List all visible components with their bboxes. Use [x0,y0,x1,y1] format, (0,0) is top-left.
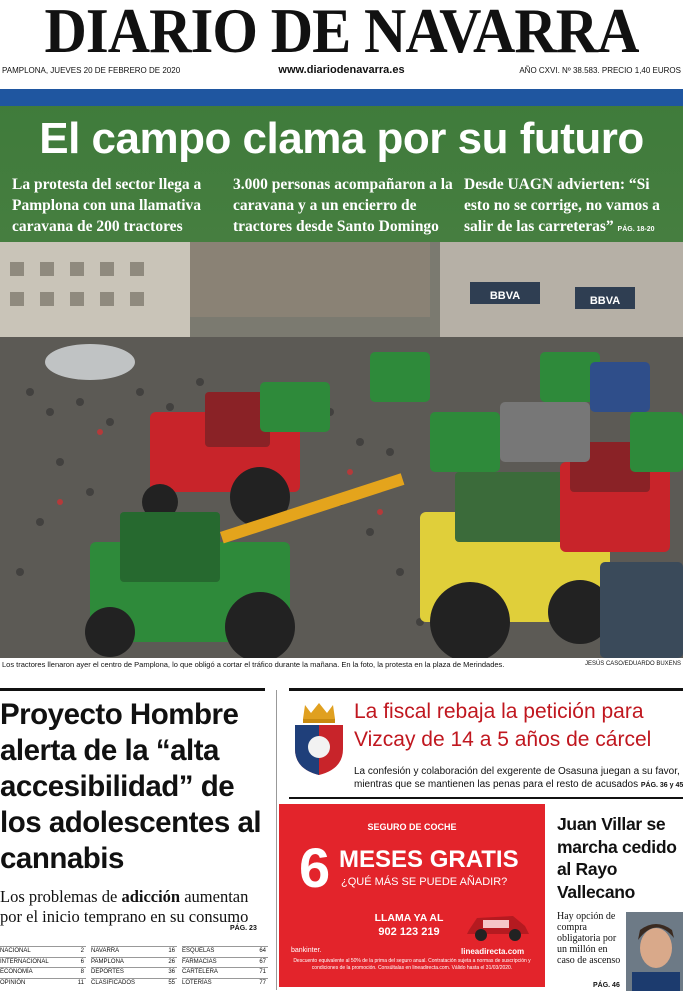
issue-price: AÑO CXVI. Nº 38.583. PRECIO 1,40 EUROS [519,66,681,75]
rule-mid [289,797,683,799]
subhead-1: La protesta del sector llega a Pamplona con una llamativa caravana de 200 tractores [12,176,202,235]
ad-disclaimer: Descuento equivalente al 50% de la prima del seguro anual. Contratación sujeta a normas de suscripción y condiciones de la promoción. Consúltalas en lineadirecta.com. Válido hasta el 31/03/2020. [293,958,531,971]
index-item[interactable]: DEPORTES 36 [91,967,177,978]
bbva-sign-2: BBVA [589,295,621,307]
fiscal-body [354,765,683,792]
proyecto-pages: PÁG. 23 [230,925,257,932]
index-col-1 [0,946,86,988]
index-item[interactable]: ESQUELAS 64 [182,946,268,957]
index-item[interactable]: CARTELERA 71 [182,967,268,978]
ad-phone[interactable]: 902 123 219 [378,926,440,938]
index-item[interactable]: NAVARRA 16 [91,946,177,957]
index-item[interactable]: PAMPLONA 26 [91,957,177,968]
proyecto-sub-before: Los problemas de [0,887,122,906]
rule-right [289,688,683,691]
car-icon [463,904,533,944]
subhead-3 [464,174,679,240]
fiscal-body-text: La confesión y colaboración del exgerente de Osasuna juegan a su favor, mientras que se mantienen las penas para el resto de acusados [354,766,680,790]
index-item[interactable]: INTERNACIONAL 6 [0,957,86,968]
index-col-2 [91,946,177,988]
subhead-3-pages: PÁG. 18-20 [617,226,655,233]
caption-text: Los tractores llenaron ayer el centro de Pamplona, lo que obligó a cortar el tráfico durante la mañana. En la foto, la protesta en la plaza de Merindades. [2,660,505,669]
info-bar [0,64,683,78]
proyecto-sub-bold: adicción [121,887,181,906]
subhead-3-text: Desde UAGN advierten: “Si esto no se corrige, no vamos a salir de las carreteras” [464,176,660,235]
ad-big-number: 6 [299,836,331,899]
subhead-2: 3.000 personas acompañaron a la caravana y a un encierro de tractores desde Santo Domingo [233,176,453,235]
proyecto-subhead [0,887,270,927]
villar-headline[interactable]: Juan Villar se marcha cedido al Rayo Vallecano [557,814,677,902]
section-index [0,946,270,990]
osasuna-crest-icon [291,701,347,777]
main-headline[interactable]: El campo clama por su futuro [39,114,644,163]
rule-left [0,688,265,691]
bbva-sign-1: BBVA [489,290,521,302]
index-item[interactable]: OPINIÓN 11 [0,978,86,989]
ad-brand-right: lineadirecta.com [461,947,525,956]
masthead-title: DIARIO DE NAVARRA [44,0,639,66]
index-item[interactable]: LOTERÍAS 77 [182,978,268,989]
villar-body: Hay opción de compra obligatoria por un millón en caso de ascenso [557,911,621,966]
player-photo [626,912,683,991]
proyecto-headline[interactable]: Proyecto Hombre alerta de la “alta accesibilidad” de los adolescentes al cannabis [0,698,262,875]
photo-caption [0,660,683,672]
fiscal-pages: PÁG. 36 y 45 [640,782,683,789]
villar-pages: PÁG. 46 [593,982,620,989]
index-item[interactable]: CLASIFICADOS 55 [91,978,177,989]
column-separator [276,690,277,990]
tractor-protest-photo [0,242,683,658]
index-item[interactable]: FARMACIAS 67 [182,957,268,968]
index-col-3 [182,946,268,988]
website-link[interactable]: www.diariodenavarra.es [278,64,405,76]
ad-tag: SEGURO DE COCHE [367,822,457,832]
ad-offer: MESES GRATIS [339,846,519,873]
hero-section [0,106,683,658]
insurance-ad[interactable] [279,804,545,987]
blue-band [0,89,683,106]
ad-call: LLAMA YA AL [374,912,444,924]
index-item[interactable]: ECONOMÍA 8 [0,967,86,978]
index-item[interactable]: NACIONAL 2 [0,946,86,957]
fiscal-headline[interactable]: La fiscal rebaja la petición para Vizcay de 14 a 5 años de cárcel [354,700,652,751]
ad-question: ¿QUÉ MÁS SE PUEDE AÑADIR? [341,876,508,888]
place-date: PAMPLONA, JUEVES 20 DE FEBRERO DE 2020 [2,66,181,75]
ad-brand-left: bankinter. [291,947,322,954]
proyecto-sub-after: aumentan por el inicio temprano en su consumo [0,887,249,926]
photo-credit: JESÚS CASO/EDUARDO BUXENS [584,661,681,667]
